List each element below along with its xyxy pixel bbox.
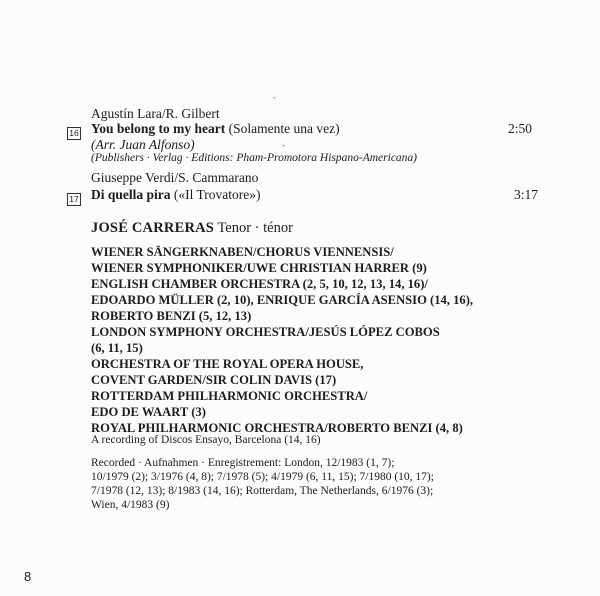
track-16-publisher: (Publishers · Verlag · Editions: Pham-Promotora Hispano-Americana) [91,152,418,164]
credit-line: ROBERTO BENZI (5, 12, 13) [91,309,252,323]
track-17-composer: Giuseppe Verdi/S. Cammarano [91,170,259,185]
credit-line: EDOARDO MÜLLER (2, 10), ENRIQUE GARCÍA ASENSIO (14, 16), [91,293,474,307]
track-17-title [91,187,261,203]
artist-role: Tenor · ténor [217,220,293,236]
recorded-details [91,456,434,512]
recorded-line: 7/1978 (12, 13); 8/1983 (14, 16); Rotterdam, The Netherlands, 6/1976 (3); [91,485,434,497]
track-number-badge: 16 [67,127,81,140]
track-16-duration: 2:50 [508,121,533,136]
artist-name: JOSÉ CARRERAS [91,220,215,236]
credit-line: (6, 11, 15) [91,341,143,355]
credit-line: ENGLISH CHAMBER ORCHESTRA (2, 5, 10, 12, 13, 14, 16)/ [91,277,428,291]
recording-note: A recording of Discos Ensayo, Barcelona (14, 16) [91,434,321,446]
credit-line: ROYAL PHILHARMONIC ORCHESTRA/ROBERTO BENZI (4, 8) [91,421,463,435]
recorded-line: 10/1979 (2); 3/1976 (4, 8); 7/1978 (5); 4/1979 (6, 11, 15); 7/1980 (10, 17); [91,471,434,483]
artist-heading [91,220,293,237]
credit-line: ORCHESTRA OF THE ROYAL OPERA HOUSE, [91,357,364,371]
credit-line: ROTTERDAM PHILHARMONIC ORCHESTRA/ [91,389,368,403]
recorded-line: Recorded · Aufnahmen · Enregistrement: London, 12/1983 (1, 7); [91,457,395,469]
track-17-title-main: Di quella pira [91,187,171,202]
recorded-line: Wien, 4/1983 (9) [91,499,170,511]
track-16-title-main: You belong to my heart [91,121,226,136]
print-speck: - [282,140,285,150]
credit-line: WIENER SYMPHONIKER/UWE CHRISTIAN HARRER (9) [91,261,427,275]
credit-line: LONDON SYMPHONY ORCHESTRA/JESÚS LÓPEZ COBOS [91,325,440,339]
track-16-title-sub: (Solamente una vez) [228,121,340,136]
track-16-title [91,121,340,137]
credit-line: EDO DE WAART (3) [91,405,206,419]
page-number: 8 [24,569,32,584]
print-speck: - [273,92,276,102]
track-17-title-sub: («Il Trovatore») [173,187,261,202]
track-number-badge: 17 [67,193,81,206]
track-16-arranger: (Arr. Juan Alfonso) [91,137,195,152]
credit-line: COVENT GARDEN/SIR COLIN DAVIS (17) [91,373,337,387]
track-16-composer: Agustín Lara/R. Gilbert [91,106,220,121]
credit-line: WIENER SÄNGERKNABEN/CHORUS VIENNENSIS/ [91,245,394,259]
track-17-number [67,189,81,207]
track-17-duration: 3:17 [514,187,539,202]
credits-block [91,244,473,436]
track-16-number [67,123,81,141]
